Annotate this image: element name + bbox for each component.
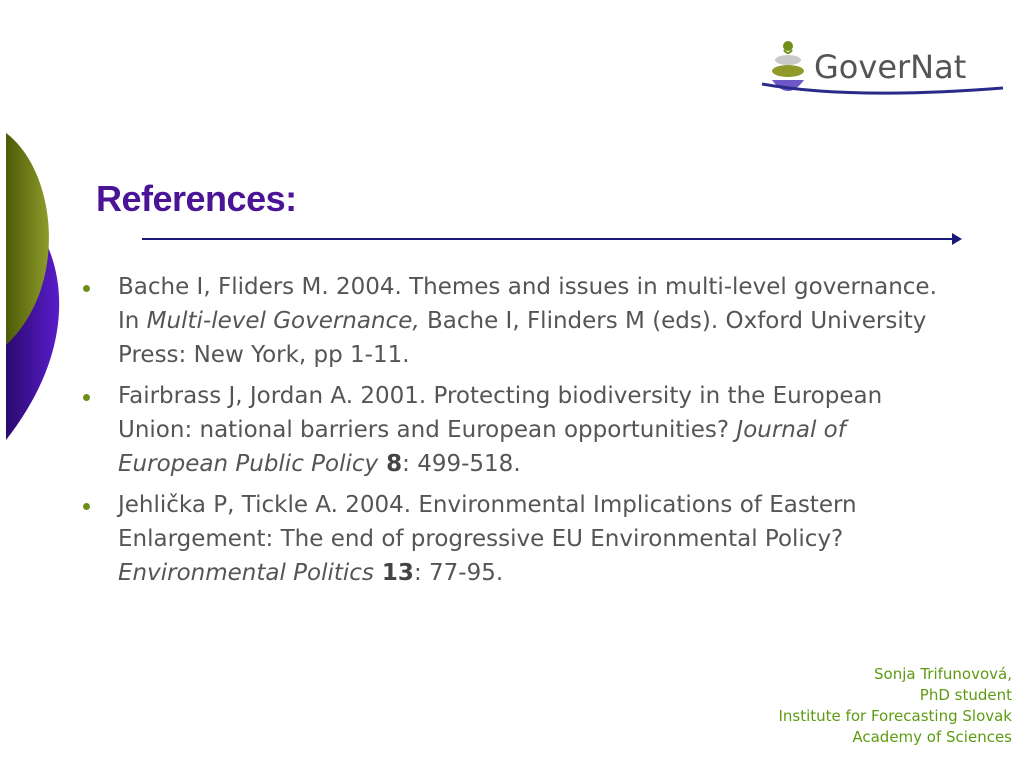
reference-item: Jehlička P, Tickle A. 2004. Environmental Implications of Eastern Enlargement: The end of progressive EU Environmental Policy? Environmental Politics 13: 77-95.: [80, 488, 940, 590]
author-role: PhD student: [919, 686, 1012, 704]
bullet-icon: [83, 285, 90, 292]
bullet-icon: [83, 503, 90, 510]
author-academy: Academy of Sciences: [852, 728, 1012, 746]
references-list: [80, 270, 940, 597]
logo-wordmark: GoverNat: [814, 48, 967, 86]
author-name: Sonja Trifunovová,: [874, 665, 1012, 683]
bullet-icon: [83, 394, 90, 401]
title-arrow-rule: [142, 228, 964, 250]
left-decoration: [0, 0, 90, 460]
page-title: References:: [96, 178, 297, 219]
governat-logo: [760, 36, 1010, 102]
author-institute: Institute for Forecasting Slovak: [778, 707, 1012, 725]
author-footer: [778, 664, 1012, 748]
reference-item: Bache I, Fliders M. 2004. Themes and issues in multi-level governance. In Multi-level Governance, Bache I, Flinders M (eds). Oxford University Press: New York, pp 1-11.: [80, 270, 940, 372]
reference-item: Fairbrass J, Jordan A. 2001. Protecting biodiversity in the European Union: national barriers and European opportunities? Journal of European Public Policy 8: 499-518.: [80, 379, 940, 481]
